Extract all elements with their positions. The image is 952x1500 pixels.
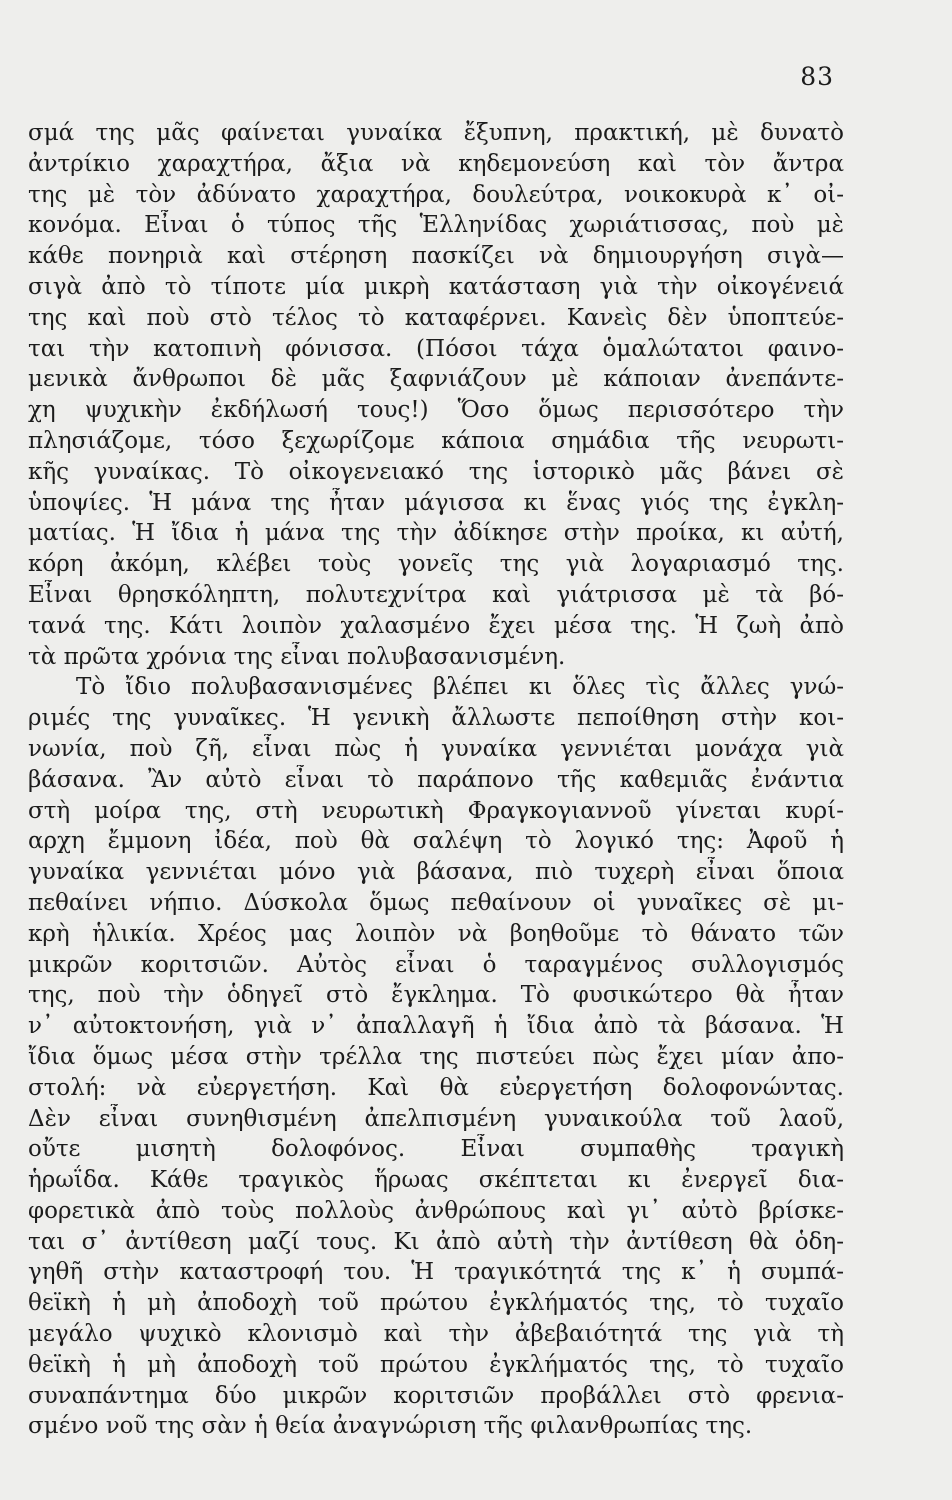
text-line: τανά της. Κάτι λοιπὸν χαλασμένο ἔχει μέσα της. Ἡ ζωὴ ἀπὸ <box>28 612 844 639</box>
text-line: οὔτε μισητὴ δολοφόνος. Εἶναι συμπαθὴς τραγικὴ <box>28 1136 844 1163</box>
text-line: γυναίκα γεννιέται μόνο γιὰ βάσανα, πιὸ τυχερὴ εἶναι ὅποια <box>28 859 844 886</box>
text-line: στὴ μοίρα της, στὴ νευρωτικὴ Φραγκογιαννοῦ γίνεται κυρί- <box>28 797 844 824</box>
text-line: ὑποψίες. Ἡ μάνα της ἦταν μάγισσα κι ἕνας γιός της ἐγκλη- <box>28 489 844 516</box>
text-line: πλησιάζομε, τόσο ξεχωρίζομε κάποια σημάδια τῆς νευρωτι- <box>28 427 844 454</box>
text-line: κόρη ἀκόμη, κλέβει τοὺς γονεῖς της γιὰ λογαριασμό της. <box>28 551 844 578</box>
text-line: σμένο νοῦ της σὰν ἡ θεία ἀναγνώριση τῆς φιλανθρωπίας της. <box>28 1413 753 1440</box>
text-line: συναπάντημα δύο μικρῶν κοριτσιῶν προβάλλει στὸ φρενια- <box>28 1382 844 1409</box>
text-line: κῆς γυναίκας. Τὸ οἰκογενειακό της ἱστορικὸ μᾶς βάνει σὲ <box>28 458 844 485</box>
text-line: φορετικὰ ἀπὸ τοὺς πολλοὺς ἀνθρώπους καὶ γι᾽ αὐτὸ βρίσκε- <box>28 1197 844 1224</box>
text-line: Εἶναι θρησκόληπτη, πολυτεχνίτρα καὶ γιάτρισσα μὲ τὰ βό- <box>28 581 844 608</box>
text-line: ται σ᾽ ἀντίθεση μαζί τους. Κι ἀπὸ αὐτὴ τὴν ἀντίθεση θὰ ὁδη- <box>28 1228 844 1255</box>
text-line: της καὶ ποὺ στὸ τέλος τὸ καταφέρνει. Κανεὶς δὲν ὑποπτεύε- <box>28 304 844 331</box>
text-line: θεϊκὴ ἡ μὴ ἀποδοχὴ τοῦ πρώτου ἐγκλήματός της, τὸ τυχαῖο <box>28 1351 844 1378</box>
text-line: χη ψυχικὴν ἐκδήλωσή τους!) Ὅσο ὅμως περισσότερο τὴν <box>28 397 844 424</box>
text-line: ἀντρίκιο χαραχτήρα, ἄξια νὰ κηδεμονεύση καὶ τὸν ἄντρα <box>28 150 844 177</box>
text-line: σιγὰ ἀπὸ τὸ τίποτε μία μικρὴ κατάσταση γιὰ τὴν οἰκογένειά <box>28 273 844 300</box>
text-line: ἡρωΐδα. Κάθε τραγικὸς ἥρωας σκέπτεται κι ἐνεργεῖ δια- <box>28 1167 844 1194</box>
text-line: Δὲν εἶναι συνηθισμένη ἀπελπισμένη γυναικούλα τοῦ λαοῦ, <box>28 1105 844 1132</box>
text-line: νωνία, ποὺ ζῆ, εἶναι πὼς ἡ γυναίκα γεννιέται μονάχα γιὰ <box>28 735 844 762</box>
text-line: κονόμα. Εἶναι ὁ τύπος τῆς Ἑλληνίδας χωριάτισσας, ποὺ μὲ <box>28 212 844 239</box>
text-line: σμά της μᾶς φαίνεται γυναίκα ἔξυπνη, πρακτική, μὲ δυνατὸ <box>28 120 844 146</box>
text-line: της μὲ τὸν ἀδύνατο χαραχτήρα, δουλεύτρα, νοικοκυρὰ κ᾽ οἰ- <box>28 181 844 208</box>
text-line: κάθε πονηριὰ καὶ στέρηση πασκίζει νὰ δημιουργήση σιγὰ— <box>28 243 844 270</box>
page-number: 83 <box>800 62 834 91</box>
text-line: τὰ πρῶτα χρόνια της εἶναι πολυβασανισμένη. <box>28 643 566 670</box>
body-text <box>28 118 844 1442</box>
text-line: στολή: νὰ εὐεργετήση. Καὶ θὰ εὐεργετήση δολοφονώντας. <box>28 1074 844 1101</box>
text-line: ται τὴν κατοπινὴ φόνισσα. (Πόσοι τάχα ὁμαλώτατοι φαινο- <box>28 335 844 362</box>
text-line: αρχη ἔμμονη ἰδέα, ποὺ θὰ σαλέψη τὸ λογικό της: Ἀφοῦ ἡ <box>28 828 844 855</box>
text-line: βάσανα. Ἂν αὐτὸ εἶναι τὸ παράπονο τῆς καθεμιᾶς ἐνάντια <box>28 766 844 793</box>
text-line: ἴδια ὅμως μέσα στὴν τρέλλα της πιστεύει πὼς ἔχει μίαν ἀπο- <box>28 1043 844 1070</box>
text-line: κρὴ ἡλικία. Χρέος μας λοιπὸν νὰ βοηθοῦμε τὸ θάνατο τῶν <box>28 920 844 947</box>
text-line: ν᾽ αὐτοκτονήση, γιὰ ν᾽ ἀπαλλαγῆ ἡ ἴδια ἀπὸ τὰ βάσανα. Ἡ <box>28 1013 844 1040</box>
text-line: γηθῆ στὴν καταστροφή του. Ἡ τραγικότητά της κ᾽ ἡ συμπά- <box>28 1259 844 1286</box>
text-line: της, ποὺ τὴν ὁδηγεῖ στὸ ἔγκλημα. Τὸ φυσικώτερο θὰ ἦταν <box>28 982 844 1009</box>
text-line: Τὸ ἴδιο πολυβασανισμένες βλέπει κι ὅλες τὶς ἄλλες γνώ- <box>76 674 844 701</box>
text-line: μικρῶν κοριτσιῶν. Αὐτὸς εἶναι ὁ ταραγμένος συλλογισμός <box>28 951 844 978</box>
text-line: πεθαίνει νήπιο. Δύσκολα ὅμως πεθαίνουν οἱ γυναῖκες σὲ μι- <box>28 889 844 916</box>
text-line: μεγάλο ψυχικὸ κλονισμὸ καὶ τὴν ἀβεβαιότητά της γιὰ τὴ <box>28 1321 844 1348</box>
text-line: ριμές της γυναῖκες. Ἡ γενικὴ ἄλλωστε πεποίθηση στὴν κοι- <box>28 705 844 732</box>
text-line: θεϊκὴ ἡ μὴ ἀποδοχὴ τοῦ πρώτου ἐγκλήματός της, τὸ τυχαῖο <box>28 1290 844 1317</box>
text-line: ματίας. Ἡ ἴδια ἡ μάνα της τὴν ἀδίκησε στὴν προίκα, κι αὐτή, <box>28 520 844 547</box>
text-line: μενικὰ ἄνθρωποι δὲ μᾶς ξαφνιάζουν μὲ κάποιαν ἀνεπάντε- <box>28 366 844 393</box>
